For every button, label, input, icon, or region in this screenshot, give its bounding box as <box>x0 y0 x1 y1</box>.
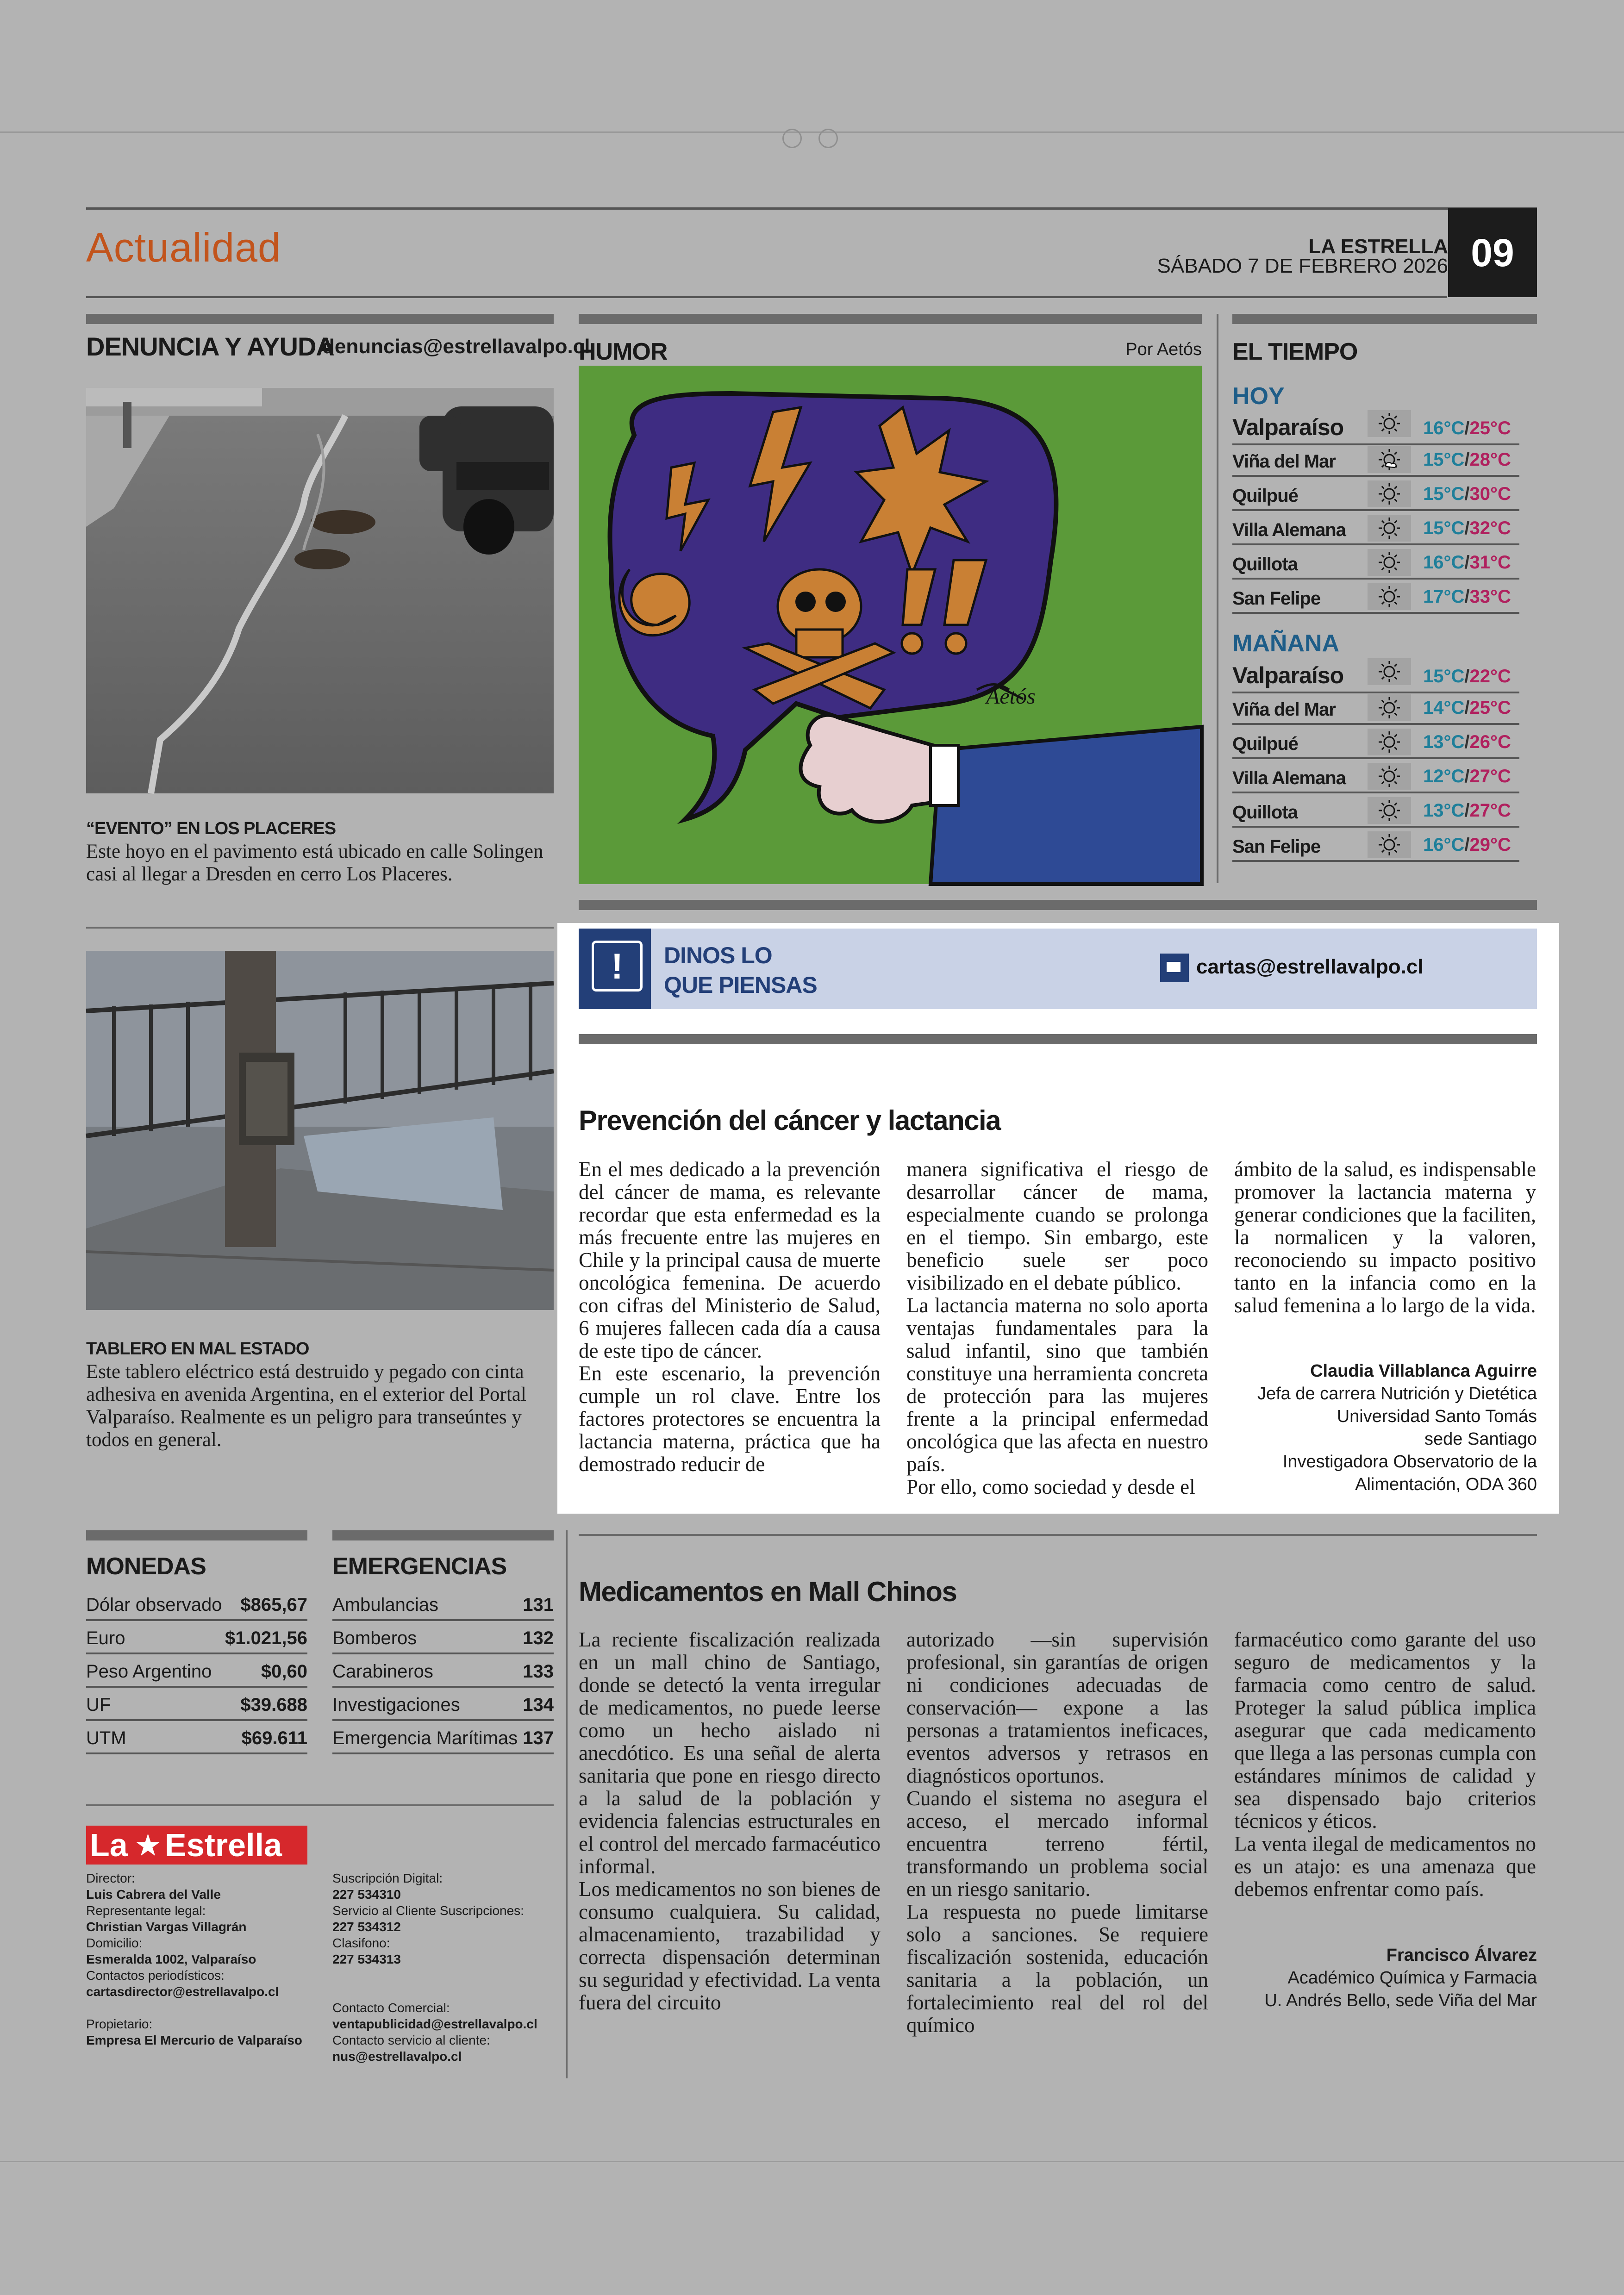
letter2-top-rule <box>579 1534 1537 1536</box>
emergencias-row: Investigaciones 134 <box>332 1688 554 1721</box>
weather-today-table <box>1232 409 1519 631</box>
partly-cloudy-icon <box>1368 446 1411 473</box>
denuncia-mid-rule <box>86 927 554 929</box>
weather-temp: 15°C/32°C <box>1423 518 1511 538</box>
weather-temp: 13°C/27°C <box>1423 800 1511 821</box>
page-nav-dots[interactable] <box>782 129 843 138</box>
photo1-caption-title: “EVENTO” EN LOS PLACERES <box>86 819 336 838</box>
weather-row <box>1232 480 1519 511</box>
header-rule <box>86 207 1537 210</box>
photo1-caption-text: Este hoyo en el pavimento está ubicado en calle Solingen casi al llegar a Dresden en cerro Los Placeres. <box>86 841 543 885</box>
sun-icon <box>1368 797 1411 824</box>
emergencias-row: Emergencia Marítimas 137 <box>332 1721 554 1754</box>
humor-top-bar <box>579 314 1202 324</box>
monedas-title: MONEDAS <box>86 1553 206 1580</box>
weather-city: Valparaíso <box>1232 414 1344 440</box>
weather-divider <box>1217 314 1218 883</box>
sun-icon <box>1368 410 1411 437</box>
prev-page-icon[interactable] <box>782 129 802 148</box>
bottom-column-divider <box>566 1530 568 2078</box>
letter2-signature: Francisco Álvarez Académico Química y Farmacia U. Andrés Bello, sede Viña del Mar <box>1264 1946 1537 2010</box>
weather-row <box>1232 548 1519 580</box>
weather-temp: 15°C/22°C <box>1423 666 1511 686</box>
weather-temp: 17°C/33°C <box>1423 586 1511 607</box>
letter1-col2: manera significativa el riesgo de desarrollar cáncer de mama, especialmente cuando se prolonga en el tiempo. Sin embargo, este beneficio suele ser poco visibilizado en el debate público. La lactancia materna no solo aporta ventajas fundamentales para la salud infantil, sino que también constituye una herramienta concreta de protección para las mujeres frente a la principal enfermedad oncológica que las afecta en nuestro país. Por ello, como sociedad y desde el <box>906 1158 1208 1498</box>
weather-city: Villa Alemana <box>1232 768 1346 788</box>
dinos-title: DINOS LO QUE PIENSAS <box>664 942 817 998</box>
cartoon-signature: Aetós <box>986 684 1036 709</box>
letter2-col2: autorizado —sin supervisión profesional, sin garantías de origen ni condiciones adecuadas de conservación— expone a las personas a tratamientos ineficaces, eventos adversos y retrasos en diagnósticos oportunos. Cuando el sistema no asegura el acceso, el mercado informal encuentra terreno fértil, transformando un problema social en un riesgo sanitario. La respuesta no puede limitarse solo a sanciones. Se requiere fiscalización sostenida, educación sanitaria a la población, un fortalecimiento real del rol del químico <box>906 1628 1208 2037</box>
sun-icon <box>1368 549 1411 576</box>
photo-pothole <box>86 388 554 793</box>
staff-col2: Suscripción Digital: 227 534310 Servicio al Cliente Suscripciones: 227 534312 Clasifono: 227 534313 Contacto Comercial: ventapublicidad@estrellavalpo.cl Contacto servicio al cliente: nus@estrellavalpo.cl <box>332 1871 537 2064</box>
weather-temp: 15°C/30°C <box>1423 484 1511 504</box>
monedas-row: UF $39.688 <box>86 1688 307 1721</box>
bottom-frame-line <box>0 2161 1624 2162</box>
emergencias-title: EMERGENCIAS <box>332 1553 507 1580</box>
monedas-row: UTM $69.611 <box>86 1721 307 1754</box>
sun-icon <box>1368 480 1411 507</box>
weather-city: Quilpué <box>1232 734 1298 754</box>
letter1-col3: ámbito de la salud, es indispensable promover la lactancia materna y generar condiciones que la faciliten, la normalicen y la valoren, reconociendo su impacto positivo tanto en la infancia como en la salud femenina a lo largo de la vida. <box>1234 1158 1536 1317</box>
letter2-title: Medicamentos en Mall Chinos <box>579 1576 957 1607</box>
weather-row <box>1232 582 1519 614</box>
weather-top-bar <box>1232 314 1537 324</box>
letter1-signature: Claudia Villablanca Aguirre Jefa de carrera Nutrición y Dietética Universidad Santo Tomás sede Santiago Investigadora Observatorio de la Alimentación, ODA 360 <box>1257 1361 1537 1494</box>
sun-icon <box>1368 729 1411 755</box>
weather-temp: 16°C/29°C <box>1423 835 1511 855</box>
weather-temp: 16°C/25°C <box>1423 418 1511 438</box>
letter1-col1: En el mes dedicado a la prevención del cáncer de mama, es relevante recordar que esta enfermedad es la más frecuente entre las mujeres en Chile y la principal causa de muerte oncológica femenina. De acuerdo con cifras del Ministerio de Salud, 6 mujeres fallecen cada día a causa de este tipo de cáncer. En este escenario, la prevención cumple un rol clave. Entre los factores protectores se encuentra la lactancia materna, práctica que ha demostrado reducir de <box>579 1158 881 1476</box>
page-number-box <box>1448 208 1537 297</box>
weather-title: EL TIEMPO <box>1232 338 1358 365</box>
weather-temp: 13°C/26°C <box>1423 732 1511 752</box>
denuncia-top-bar <box>86 314 554 324</box>
header-bottom-rule <box>86 296 1447 298</box>
paper-name: LA ESTRELLA <box>1308 235 1448 258</box>
denuncia-email[interactable]: denuncias@estrellavalpo.cl <box>322 335 590 358</box>
weather-city: Quillota <box>1232 554 1298 574</box>
photo2-caption-text: Este tablero eléctrico está destruido y pegado con cinta adhesiva en avenida Argentina, en el exterior del Portal Valparaíso. Realmente es un peligro para transeúntes y todos en general. <box>86 1361 526 1451</box>
star-icon: ★ <box>134 1828 162 1862</box>
weather-city: Quillota <box>1232 802 1298 823</box>
weather-city: Quilpué <box>1232 486 1298 506</box>
emergencias-row: Ambulancias 131 <box>332 1588 554 1621</box>
photo1-caption <box>86 817 554 886</box>
weather-temp: 15°C/28°C <box>1423 449 1511 470</box>
weather-row <box>1232 728 1519 759</box>
weather-today-label: HOY <box>1232 383 1285 410</box>
monedas-row: Peso Argentino $0,60 <box>86 1654 307 1688</box>
weather-row <box>1232 693 1519 725</box>
letter2-col3: farmacéutico como garante del uso seguro de medicamentos y la farmacia como centro de salud. Proteger la salud pública implica asegurar que cada medicamento que llega a las personas cumpla con estándares mínimos de calidad y sea dispensado bajo criterios técnicos y éticos. La venta ilegal de medicamentos no es un atajo: es una amenaza que debemos enfrentar como país. <box>1234 1628 1536 1901</box>
humor-title: HUMOR <box>579 338 668 365</box>
humor-byline: Por Aetós <box>1125 340 1202 359</box>
staff-col1: Director: Luis Cabrera del Valle Representante legal: Christian Vargas Villagrán Domicilio: Esmeralda 1002, Valparaíso Contactos periodísticos: cartasdirector@estrellavalpo.cl Propietario: Empresa El Mercurio de Valparaíso <box>86 1871 302 2047</box>
sun-icon <box>1368 658 1411 685</box>
mail-icon <box>1160 954 1189 982</box>
sun-icon <box>1368 515 1411 542</box>
letter2-col1: La reciente fiscalización realizada en un mall chino de Santiago, donde se detectó la venta irregular de medicamentos, no puede leerse como un hecho aislado ni anecdótico. Es una señal de alerta sanitaria que pone en riesgo directo a la salud de la población y evidencia falencias estructurales en el control del mercado farmacéutico informal. Los medicamentos no son bienes de consumo cualquiera. Su calidad, almacenamiento, trazabilidad y correcta dispensación determinan su seguridad y efectividad. La venta fuera del circuito <box>579 1628 881 2014</box>
weather-row <box>1232 409 1519 445</box>
letter1-title: Prevención del cáncer y lactancia <box>579 1105 1000 1136</box>
denuncia-title: DENUNCIA Y AYUDA <box>86 332 334 361</box>
logo-text-b: Estrella <box>165 1827 282 1863</box>
dinos-email[interactable]: cartas@estrellavalpo.cl <box>1196 955 1424 978</box>
emergencias-row: Carabineros 133 <box>332 1654 554 1688</box>
weather-row <box>1232 762 1519 793</box>
weather-temp: 12°C/27°C <box>1423 766 1511 786</box>
weather-tomorrow-label: MAÑANA <box>1232 630 1340 657</box>
emergencias-bar <box>332 1530 554 1540</box>
sun-icon <box>1368 583 1411 610</box>
monedas-row: Euro $1.021,56 <box>86 1621 307 1654</box>
weather-temp: 14°C/25°C <box>1423 698 1511 718</box>
emergencias-row: Bomberos 132 <box>332 1621 554 1654</box>
photo2-caption-title: TABLERO EN MAL ESTADO <box>86 1339 309 1359</box>
weather-city: Villa Alemana <box>1232 520 1346 540</box>
mid-section-bar <box>579 900 1537 910</box>
weather-temp: 16°C/31°C <box>1423 552 1511 573</box>
page-number: 09 <box>1471 231 1514 274</box>
alert-icon: ! <box>579 929 651 1009</box>
photo2-caption <box>86 1338 554 1451</box>
weather-row <box>1232 445 1519 477</box>
staff-top-rule <box>86 1804 554 1806</box>
monedas-bar <box>86 1530 307 1540</box>
humor-cartoon <box>579 366 1202 884</box>
section-title: Actualidad <box>86 225 281 270</box>
weather-city: Viña del Mar <box>1232 699 1336 720</box>
sun-icon <box>1368 831 1411 858</box>
monedas-row: Dólar observado $865,67 <box>86 1588 307 1621</box>
letters-bar <box>579 1034 1537 1044</box>
weather-city: Valparaíso <box>1232 662 1344 688</box>
weather-row <box>1232 514 1519 545</box>
weather-city: San Felipe <box>1232 588 1321 609</box>
weather-row <box>1232 796 1519 828</box>
weather-row <box>1232 830 1519 862</box>
dinos-banner <box>579 929 1537 1009</box>
weather-city: Viña del Mar <box>1232 451 1336 472</box>
header-date: SÁBADO 7 DE FEBRERO 2026 <box>1157 255 1448 277</box>
weather-tomorrow-table <box>1232 657 1519 879</box>
weather-row <box>1232 657 1519 693</box>
logo-text-a: La <box>90 1827 128 1863</box>
next-page-icon[interactable] <box>818 129 838 148</box>
sun-icon <box>1368 694 1411 721</box>
sun-icon <box>1368 763 1411 790</box>
weather-city: San Felipe <box>1232 836 1321 857</box>
logo <box>86 1826 307 1865</box>
photo-electrical-panel <box>86 951 554 1310</box>
